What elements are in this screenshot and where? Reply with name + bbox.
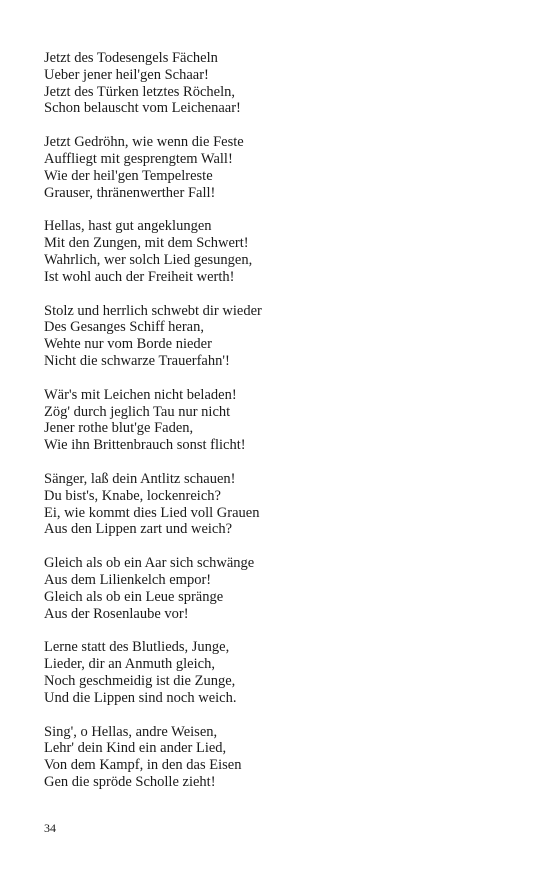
verse-line: Du bist's, Knabe, lockenreich? [44,487,221,504]
verse-line: Ist wohl auch der Freiheit werth! [44,268,235,285]
stanza [44,555,514,622]
stanza [44,724,514,791]
verse-line: Hellas, hast gut angeklungen [44,218,212,235]
verse-line: Aus den Lippen zart und weich? [44,521,233,538]
verse-line: Wie ihn Brittenbrauch sonst flicht! [44,437,246,454]
verse-line: Wahrlich, wer solch Lied gesungen, [44,251,253,268]
verse-line: Jetzt Gedröhn, wie wenn die Feste [44,134,244,151]
stanza [44,218,514,285]
verse-line: Jener rothe blut'ge Faden, [44,420,194,437]
verse-line: Gen die spröde Scholle zieht! [44,773,216,790]
verse-line: Ueber jener heil'gen Schaar! [44,66,209,83]
stanza [44,639,514,706]
poem-body [44,50,514,808]
verse-line: Von dem Kampf, in den das Eisen [44,757,242,774]
verse-line: Nicht die schwarze Trauerfahn'! [44,352,230,369]
verse-line: Lerne statt des Blutlieds, Junge, [44,639,230,656]
stanza [44,50,514,117]
verse-line: Mit den Zungen, mit dem Schwert! [44,235,249,252]
verse-line: Ei, wie kommt dies Lied voll Grauen [44,504,260,521]
verse-line: Aus dem Lilienkelch empor! [44,571,212,588]
verse-line: Sing', o Hellas, andre Weisen, [44,723,218,740]
verse-line: Und die Lippen sind noch weich. [44,689,237,706]
verse-line: Wär's mit Leichen nicht beladen! [44,386,237,403]
stanza [44,387,514,454]
stanza [44,303,514,370]
verse-line: Zög' durch jeglich Tau nur nicht [44,403,231,420]
verse-line: Auffliegt mit gesprengtem Wall! [44,150,233,167]
verse-line: Aus der Rosenlaube vor! [44,605,189,622]
verse-line: Jetzt des Türken letztes Röcheln, [44,83,235,100]
stanza [44,134,514,201]
verse-line: Lehr' dein Kind ein ander Lied, [44,740,227,757]
verse-line: Stolz und herrlich schwebt dir wieder [44,302,262,319]
verse-line: Jetzt des Todesengels Fächeln [44,50,218,66]
verse-line: Noch geschmeidig ist die Zunge, [44,672,236,689]
verse-line: Des Gesanges Schiff heran, [44,319,204,336]
stanza [44,471,514,538]
verse-line: Wehte nur vom Borde nieder [44,336,212,353]
verse-line: Grauser, thränenwerther Fall! [44,184,216,201]
verse-line: Sänger, laß dein Antlitz schauen! [44,470,236,487]
verse-line: Wie der heil'gen Tempelreste [44,167,213,184]
verse-line: Schon belauscht vom Leichenaar! [44,100,241,117]
verse-line: Gleich als ob ein Aar sich schwänge [44,555,255,572]
page-number: 34 [44,821,56,835]
verse-line: Lieder, dir an Anmuth gleich, [44,656,215,673]
verse-line: Gleich als ob ein Leue spränge [44,588,224,605]
